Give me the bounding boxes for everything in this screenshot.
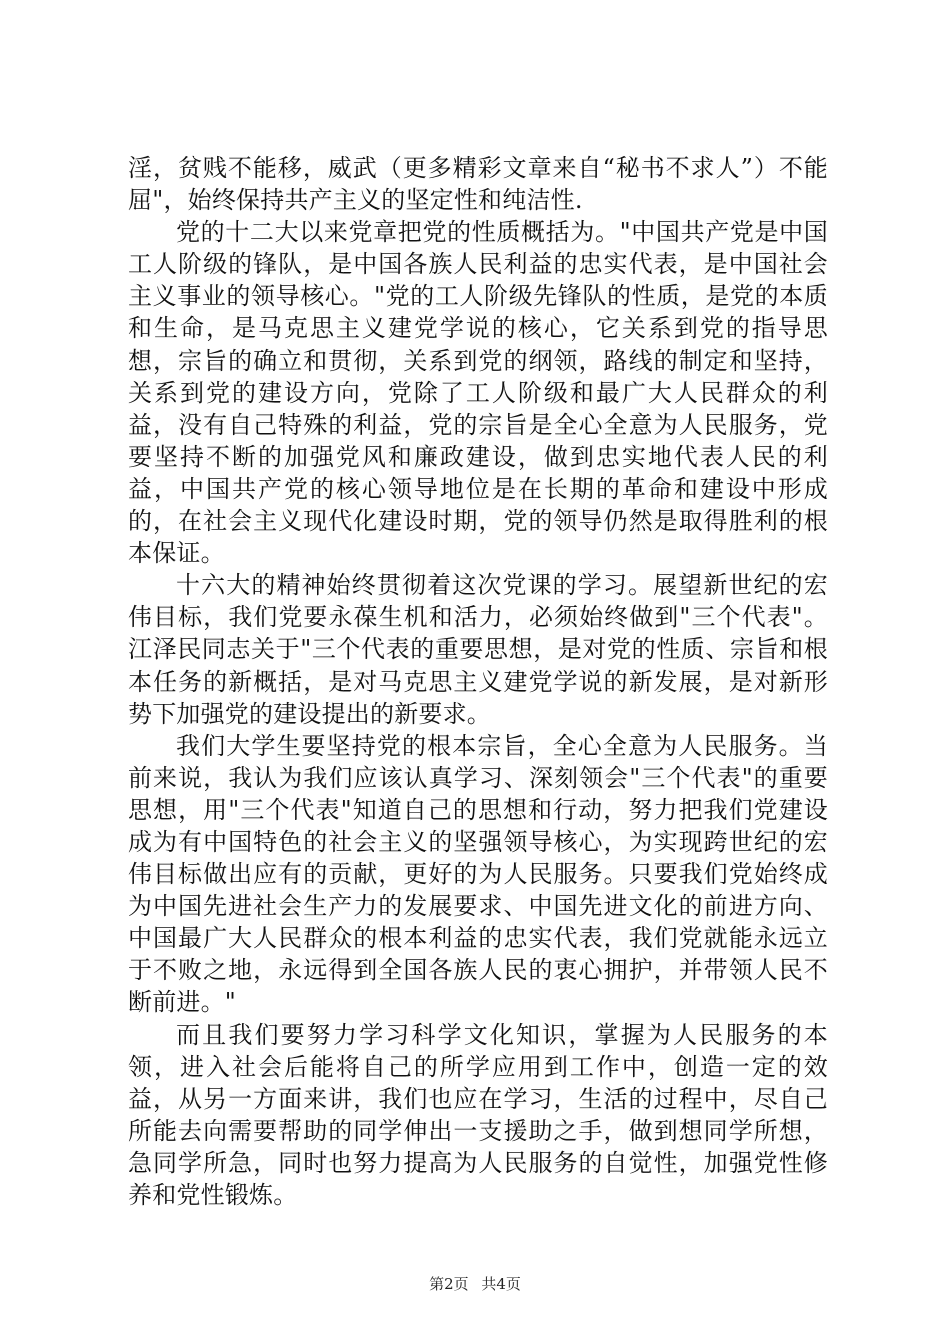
page-total: 共4页 (481, 1275, 521, 1293)
page-number: 第2页 (429, 1275, 469, 1293)
paragraph-1: 淫，贫贱不能移，威武（更多精彩文章来自“秘书不求人”）不能屈"，始终保持共产主义的坚定性和纯洁性. (128, 154, 828, 215)
page-footer (0, 1273, 950, 1294)
paragraph-4: 我们大学生要坚持党的根本宗旨，全心全意为人民服务。当前来说，我认为我们应该认真学习、深刻领会"三个代表"的重要思想，用"三个代表"知道自己的思想和行动，努力把我们党建设成为有中国特色的社会主义的坚强领导核心，为实现跨世纪的宏伟目标做出应有的贡献，更好的为人民服务。只要我们党始终成为中国先进社会生产力的发展要求、中国先进文化的前进方向、中国最广大人民群众的根本利益的忠实代表，我们党就能永远立于不败之地，永远得到全国各族人民的衷心拥护，并带领人民不断前进。" (128, 731, 828, 1017)
paragraph-5: 而且我们要努力学习科学文化知识，掌握为人民服务的本领，进入社会后能将自己的所学应用到工作中，创造一定的效益，从另一方面来讲，我们也应在学习，生活的过程中，尽自己所能去向需要帮助的同学伸出一支援助之手，做到想同学所想，急同学所急，同时也努力提高为人民服务的自觉性，加强党性修养和党性锻炼。 (128, 1020, 828, 1209)
document-body (128, 152, 828, 1211)
paragraph-3: 十六大的精神始终贯彻着这次党课的学习。展望新世纪的宏伟目标，我们党要永葆生机和活力，必须始终做到"三个代表"。江泽民同志关于"三个代表的重要思想，是对党的性质、宗旨和根本任务的新概括，是对马克思主义建党学说的新发展，是对新形势下加强党的建设提出的新要求。 (128, 571, 828, 728)
paragraph-2: 党的十二大以来党章把党的性质概括为。"中国共产党是中国工人阶级的锋队，是中国各族人民利益的忠实代表，是中国社会主义事业的领导核心。"党的工人阶级先锋队的性质，是党的本质和生命，是马克思主义建党学说的核心，它关系到党的指导思想，宗旨的确立和贯彻，关系到党的纲领，路线的制定和坚持，关系到党的建设方向，党除了工人阶级和最广大人民群众的利益，没有自己特殊的利益，党的宗旨是全心全意为人民服务，党要坚持不断的加强党风和廉政建设，做到忠实地代表人民的利益，中国共产党的核心领导地位是在长期的革命和建设中形成的，在社会主义现代化建设时期，党的领导仍然是取得胜利的根本保证。 (128, 218, 828, 568)
